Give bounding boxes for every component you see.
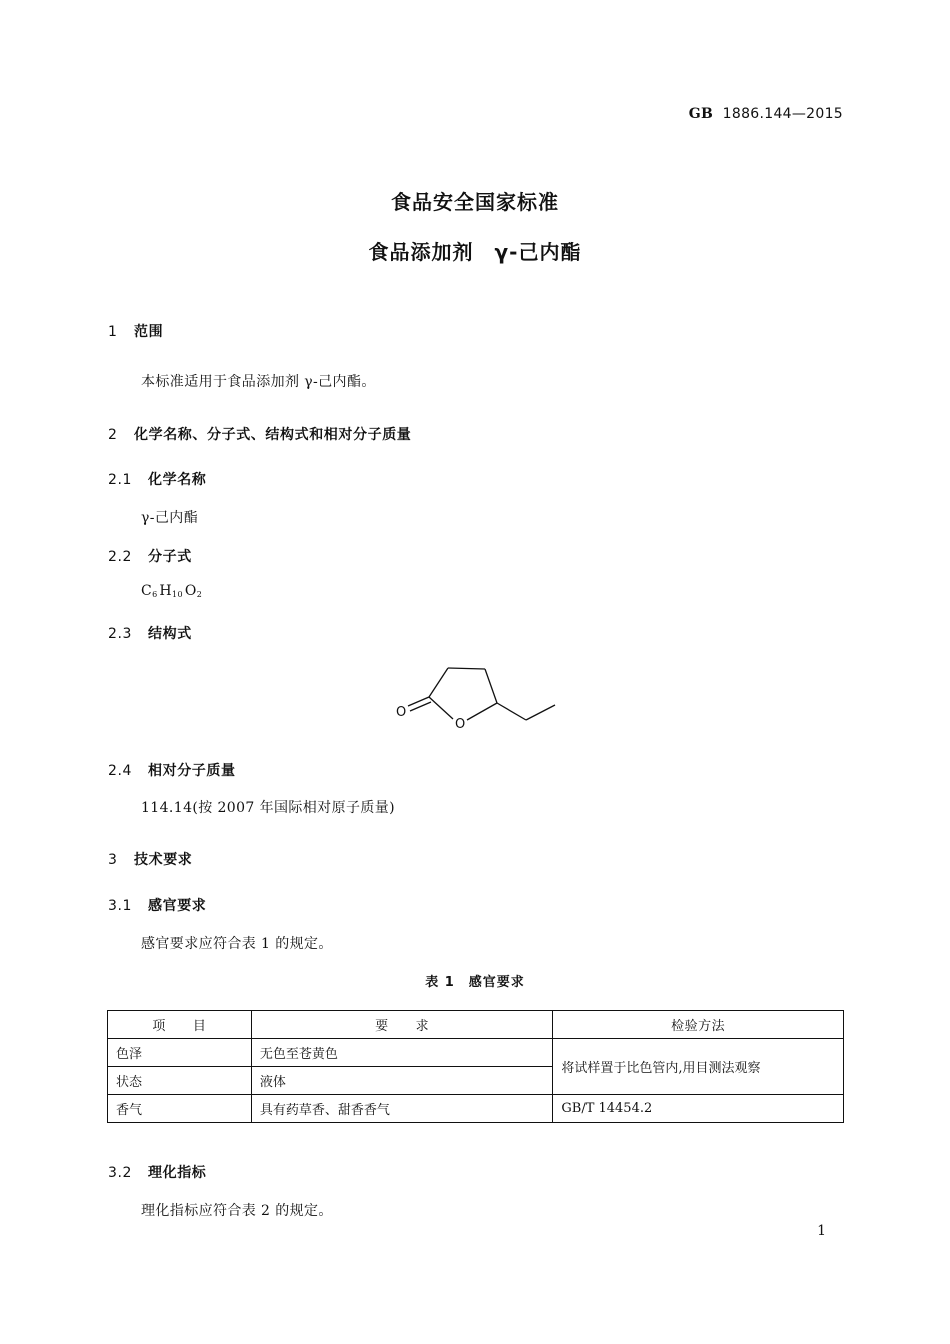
formula-subscript: 6 [152, 590, 158, 599]
ring-bond [448, 668, 485, 669]
carbonyl-oxygen-label: O [396, 705, 407, 720]
document-title: 食品安全国家标准 [391, 190, 559, 214]
formula-element: O [184, 583, 197, 599]
ring-bond [485, 669, 497, 703]
ethyl-bond [526, 705, 555, 720]
column-header-item: 项 目 [108, 1011, 252, 1039]
table-row [108, 1095, 844, 1123]
cell-requirement: 具有药草香、甜香香气 [251, 1095, 553, 1123]
table-row [108, 1039, 844, 1067]
ring-oxygen-label: O [455, 717, 466, 732]
section-title: 技术要求 [134, 852, 193, 868]
ring-bond [429, 697, 453, 719]
chemical-name: γ-己内酯 [141, 510, 199, 526]
column-header-method: 检验方法 [553, 1011, 844, 1039]
section-3-2-text: 理化指标应符合表 2 的规定。 [141, 1203, 333, 1219]
formula-element: C [141, 583, 153, 599]
table-1-caption: 表 1 感官要求 [425, 975, 525, 990]
section-title: 化学名称 [148, 472, 207, 488]
ring-bond [467, 703, 497, 720]
cell-item: 状态 [108, 1067, 252, 1095]
section-title: 范围 [134, 324, 164, 340]
ethyl-bond [497, 703, 526, 720]
cell-method-merged: 将试样置于比色管内,用目测法观察 [553, 1039, 844, 1095]
section-number: 2.4 [108, 763, 133, 779]
section-3-1-text: 感官要求应符合表 1 的规定。 [141, 936, 333, 952]
cell-requirement: 液体 [251, 1067, 553, 1095]
section-title: 化学名称、分子式、结构式和相对分子质量 [134, 427, 412, 443]
page-number: 1 [817, 1223, 826, 1239]
document-subtitle: 食品添加剂 γ-己内酯 [368, 240, 582, 264]
formula-element: H [159, 583, 173, 599]
section-title: 感官要求 [148, 898, 207, 914]
section-title: 理化指标 [148, 1165, 207, 1181]
section-3-2-heading [108, 1162, 206, 1182]
standard-prefix: GB [688, 106, 714, 122]
table-header-row [108, 1011, 844, 1039]
formula-subscript: 10 [172, 590, 184, 599]
section-title: 分子式 [148, 549, 192, 565]
column-header-requirement: 要 求 [251, 1011, 553, 1039]
section-number: 2.1 [108, 472, 133, 488]
section-number: 2 [108, 427, 118, 443]
molecular-weight: 114.14(按 2007 年国际相对原子质量) [141, 800, 396, 816]
cell-requirement: 无色至苍黄色 [251, 1039, 553, 1067]
section-title: 结构式 [148, 626, 192, 642]
cell-method: GB/T 14454.2 [553, 1095, 844, 1123]
section-number: 3.1 [108, 898, 133, 914]
section-3-1-heading [108, 895, 206, 915]
section-2-4-heading [108, 760, 236, 780]
section-number: 2.2 [108, 549, 133, 565]
standard-code: 1886.144—2015 [722, 106, 843, 122]
cell-item: 色泽 [108, 1039, 252, 1067]
cell-item: 香气 [108, 1095, 252, 1123]
formula-subscript: 2 [196, 590, 203, 599]
ring-bond [429, 668, 448, 697]
section-1-text: 本标准适用于食品添加剂 γ-己内酯。 [141, 374, 376, 390]
section-3-heading [108, 849, 192, 869]
section-number: 3.2 [108, 1165, 133, 1181]
sensory-requirements-table [107, 1010, 844, 1123]
section-number: 2.3 [108, 626, 133, 642]
section-number: 1 [108, 324, 118, 340]
section-number: 3 [108, 852, 118, 868]
section-title: 相对分子质量 [148, 763, 236, 779]
